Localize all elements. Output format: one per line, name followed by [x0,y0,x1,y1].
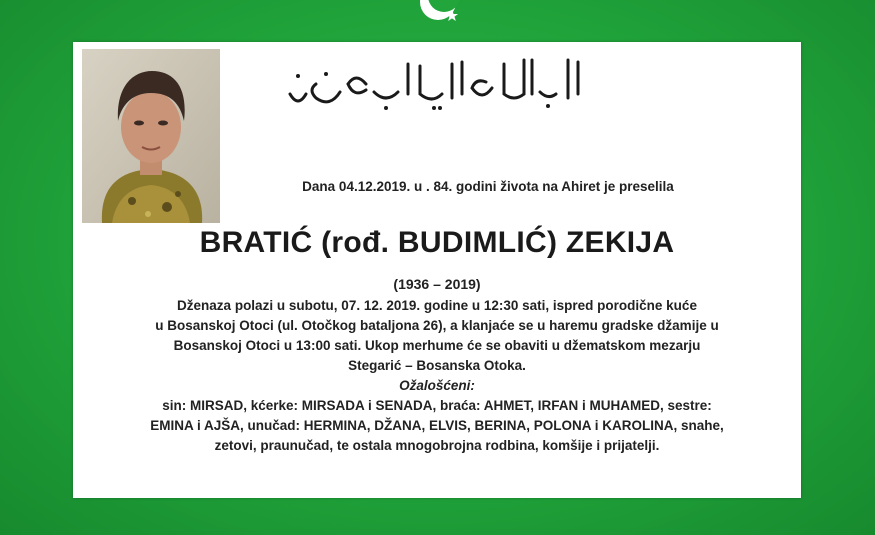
obituary-card [73,42,801,498]
deceased-name: BRATIĆ (rođ. BUDIMLIĆ) ZEKIJA [199,226,675,259]
crescent-star-icon [414,0,462,28]
mourners-line: EMINA i AJŠA, unučad: HERMINA, DŽANA, ELVIS, BERINA, POLONA i KAROLINA, snahe, [150,418,724,433]
portrait-photo [82,49,220,223]
funeral-line: Bosanskoj Otoci u 13:00 sati. Ukop merhume će se obaviti u džematskom mezarju [173,338,701,353]
life-years: (1936 – 2019) [393,276,481,292]
funeral-line: u Bosanskoj Otoci (ul. Otočkog bataljona 26), a klanjaće se u haremu gradske džamije u [155,318,719,333]
funeral-line: Stegarić – Bosanska Otoka. [348,358,526,373]
arabic-calligraphy-text: إنا لله وإنا إليه راجعون [431,112,441,113]
mourners-line: zetovi, praunučad, te ostala mnogobrojna rodbina, komšije i prijatelji. [214,438,660,453]
intro-text: Dana 04.12.2019. u . 84. godini života na Ahiret je preselila [302,179,674,194]
notice-body [73,296,801,456]
arabic-calligraphy [286,54,586,114]
mourners-title: Ožalošćeni: [399,378,475,393]
mourners-line: sin: MIRSAD, kćerke: MIRSADA i SENADA, braća: AHMET, IRFAN i MUHAMED, sestre: [162,398,712,413]
funeral-line: Dženaza polazi u subotu, 07. 12. 2019. godine u 12:30 sati, ispred porodične kuće [177,298,697,313]
